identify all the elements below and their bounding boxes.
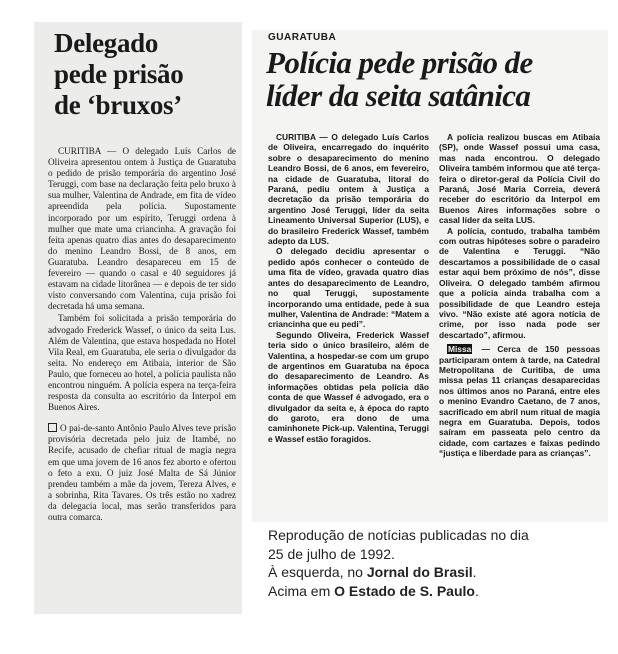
jb-headline: [54, 28, 242, 121]
jb-box-text: O pai-de-santo Antônio Paulo Alves teve prisão provisória decretada pelo juiz de Itambé, no Recife, acusado de chefiar ritual de magia negra em que uma jovem de 16 anos fez aborto e ofertou o feto a exu. O juiz José Malta de Sá Júnior prendeu também a mãe da jovem, Tereza Alves, e a sobrinha, Rita Tavares. Os três estão no xadrez da delegacia local, mas serão transferidos para outra comarca.: [48, 423, 236, 522]
square-bullet-icon: [48, 423, 57, 432]
caption-line: 25 de julho de 1992.: [268, 545, 395, 562]
jb-box-paragraph: [48, 423, 236, 523]
caption: [268, 526, 608, 600]
esp-headline: [266, 46, 606, 112]
caption-text: .: [472, 564, 477, 580]
jb-paragraph: Também foi solicitada a prisão temporária do advogado Frederick Wassef, o único da seita Lus. Além de Valentina, que estava hospedada no Hotel Vila Real, em Guaratuba, ele seria o divulgador da seita. No endereço em Atibaia, interior de São Paulo, que forneceu ao hotel, a polícia paulista não encontrou ninguém. A polícia espera na terça-feira resposta da consulta ao escritório da Interpol em Buenos Aires.: [48, 313, 236, 413]
caption-text: Acima em: [268, 582, 335, 599]
esp-paragraph: A polícia, contudo, trabalha também com outras hipóteses sobre o paradeiro de Valentina e Teruggi. “Não descartamos a possibilidade de o casal estar aqui bem próximo de nós”, disse Oliveira. O delegado também afirmou que a polícia ainda trabalha com a possibilidade de que Leandro esteja vivo. “Não existe até agora notícia de crime, por isso nada pode ser descartado”, afirmou.: [439, 225, 600, 340]
jb-headline-line: de ‘bruxos’: [54, 90, 182, 120]
jb-article-body: [48, 146, 236, 523]
missa-tag: Missa: [448, 344, 472, 355]
esp-paragraph: Segundo Oliveira, Frederick Wassef teria sido o único brasileiro, além de Valentina, a hospedar-se com um grupo de argentinos em Guaratuba na época do desaparecimento de Leandro. As informações obtidas pela polícia dão conta de que Wassef é advogado, era o divulgador da seita e, à época do rapto do garoto, era dono de uma caminhonete Pick-up. Valentina, Teruggi e Wassef estão foragidos.: [268, 329, 429, 444]
esp-paragraph: CURITIBA — O delegado Luís Carlos de Oliveira, encarregado do inquérito sobre o desaparecimento do menino Leandro Bossi, de 6 anos, em fevereiro, na cidade de Guaratuba, litoral do Paraná, pediu ontem à Justiça a decretação da prisão temporária do argentino José Teruggi, líder da seita Lineamento Universal Superior (LUS), e do brasileiro Frederick Wassef, também adepto da LUS.: [268, 132, 429, 247]
caption-line: [268, 563, 608, 582]
estadao-name: O Estado de S. Paulo: [334, 582, 475, 599]
esp-headline-line: líder da seita satânica: [266, 78, 531, 113]
caption-line: [268, 582, 608, 601]
jb-headline-line: pede prisão: [54, 59, 184, 89]
missa-text: — Cerca de 150 pessoas participaram ontem à tarde, na Catedral Metropolitana de Curitiba, de uma missa pelas 11 crianças desaparecidas nos últimos anos no Paraná, entre eles o menino Evandro Caetano, de 7 anos, sacrificado em abril num ritual de magia negra em Guaratuba. Depois, todos saíram em passeata pelo centro da cidade, com cartazes e faixas pedindo “justiça e liberdade para as crianças”.: [439, 344, 600, 459]
jb-headline-line: Delegado: [54, 28, 159, 58]
jb-paragraph: CURITIBA — O delegado Luís Carlos de Oliveira apresentou ontem à Justiça de Guaratuba o pedido de prisão temporária do argentino José Teruggi, com base na declaração feita pelo bruxo à sua mulher, Valentina de Andrade, em fita de vídeo apreendida pela polícia. Supostamente incorporado por um espírito, Teruggi ordena à mulher que mate uma criancinha. A gravação foi feita apenas quatro dias antes do desaparecimento do menino Leandro Bossi, de 8 anos, em Guaratuba. Leandro desapareceu em 15 de fevereiro — quando o casal e 40 seguidores já estavam na cidade litorânea — e depois de ter sido visto conversando com Valentina, cuja prisão foi decretada há uma semana.: [48, 146, 236, 312]
caption-text: .: [474, 582, 479, 599]
jornal-do-brasil-name: Jornal do Brasil: [366, 564, 473, 580]
esp-missa-paragraph: [439, 344, 600, 458]
estado-de-sao-paulo-clipping: [252, 30, 608, 522]
esp-paragraph: O delegado decidiu apresentar o pedido após conhecer o conteúdo de uma fita de vídeo, gravada quatro dias antes do desaparecimento de Leandro, no qual Teruggi, supostamente incorporando uma entidade, pede à sua mulher, Valentina de Andrade: “Matem a criancinha que eu pedi”.: [268, 246, 429, 330]
caption-text: À esquerda, no: [268, 564, 367, 580]
esp-headline-line: Polícia pede prisão de: [266, 45, 533, 80]
esp-kicker: GUARATUBA: [268, 32, 337, 43]
esp-article-body: [268, 132, 600, 520]
caption-line: Reprodução de notícias publicadas no dia: [268, 527, 529, 543]
esp-paragraph: A polícia realizou buscas em Atibaia (SP), onde Wassef possui uma casa, mas nada encontrou. O delegado Oliveira também informou que até terça-feira o diretor-geral da Polícia Civil do Paraná, José Maria Correia, deverá receber do escritório da Interpol em Buenos Aires informações sobre o casal líder da seita LUS.: [439, 132, 600, 226]
jornal-do-brasil-clipping: [34, 22, 242, 614]
